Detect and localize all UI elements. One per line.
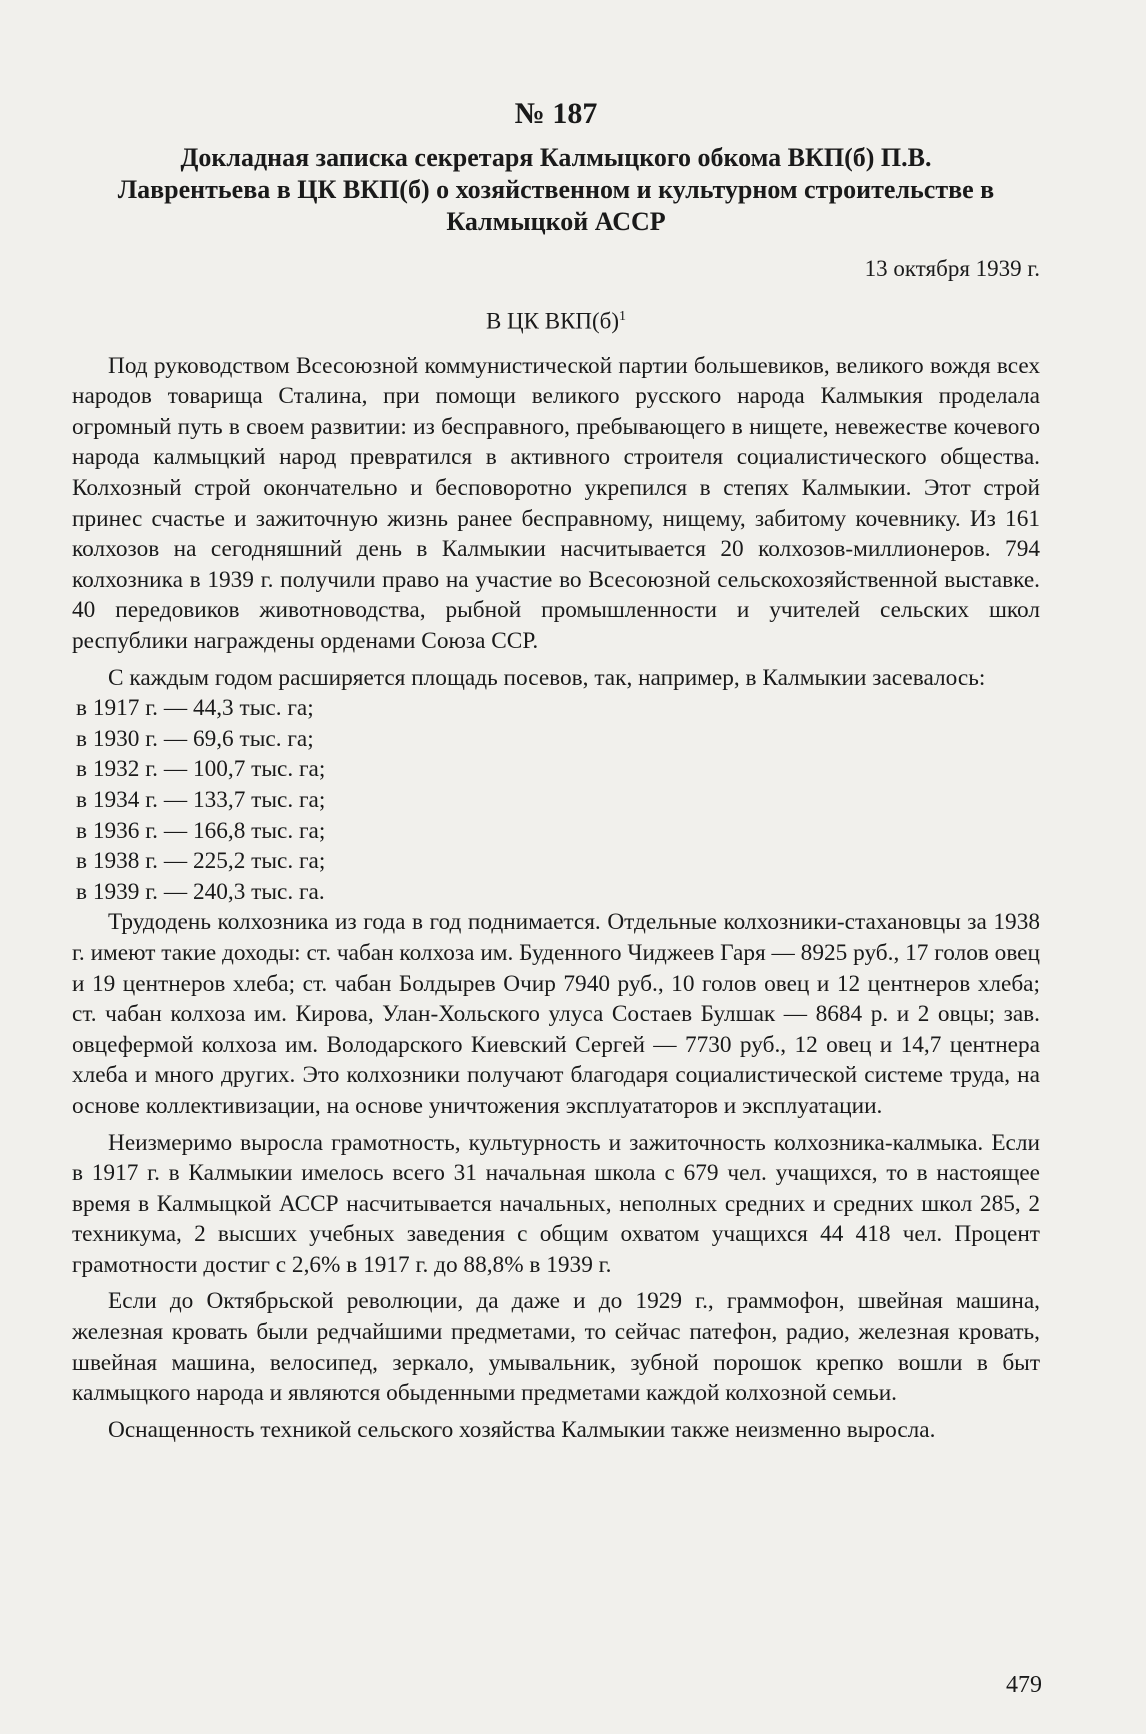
list-item: в 1934 г. — 133,7 тыс. га; [76, 786, 326, 813]
paragraph-4: Неизмеримо выросла грамотность, культурность и зажиточность колхозника-калмыка. Если в 1917 г. в Калмыкии имелось всего 31 начальная школа с 679 чел. учащихся, то в настоящее время в Калмыцкой АССР насчитывается начальных, неполных средних и средних школ 285, 2 техникума, 2 высших учебных заведения с общим охватом учащихся 44 418 чел. Процент грамотности достиг с 2,6% в 1917 г. до 88,8% в 1939 г. [72, 1129, 1040, 1278]
document-page [72, 96, 1040, 1445]
list-item: в 1917 г. — 44,3 тыс. га; [76, 695, 314, 722]
paragraph-5: Если до Октябрьской революции, да даже и до 1929 г., граммофон, швейная машина, железная кровать были редчайшими предметами, то сейчас патефон, радио, железная кровать, швейная машина, велосипед, зеркало, умывальник, зубной порошок крепко вошли в быт калмыцкого народа и являются обыденными предметами каждой колхозной семьи. [72, 1288, 1040, 1407]
list-item: в 1932 г. — 100,7 тыс. га; [76, 756, 326, 783]
footnote-marker: 1 [619, 309, 627, 324]
list-item: в 1938 г. — 225,2 тыс. га; [76, 848, 326, 875]
document-date: 13 октября 1939 г. [864, 256, 1040, 281]
paragraph-2: С каждым годом расширяется площадь посевов, так, например, в Калмыкии засевалось: [108, 664, 986, 691]
document-title: Докладная записка секретаря Калмыцкого обкома ВКП(б) П.В. Лаврентьева в ЦК ВКП(б) о хозяйственном и культурном строительстве в Калмыцкой АССР [117, 143, 995, 236]
list-item: в 1939 г. — 240,3 тыс. га. [76, 878, 325, 905]
paragraph-6: Оснащенность техникой сельского хозяйства Калмыкии также неизменно выросла. [108, 1416, 936, 1443]
list-item: в 1930 г. — 69,6 тыс. га; [76, 725, 314, 752]
addressee-text: В ЦК ВКП(б) [485, 308, 620, 334]
document-number: № 187 [514, 97, 598, 130]
addressee [72, 302, 1040, 337]
paragraph-3: Трудодень колхозника из года в год поднимается. Отдельные колхозники-стахановцы за 1938 г. имеют такие доходы: ст. чабан колхоза им. Буденного Чиджеев Гаря — 8925 руб., 17 голов овец и 19 центнеров хлеба; ст. чабан Болдырев Очир 7940 руб., 10 голов овец и 12 центнеров хлеба; ст. чабан колхоза им. Кирова, Улан-Хольского улуса Состаев Булшак — 8684 р. и 2 овцы; зав. овцефермой колхоза им. Володарского Киевский Сергей — 7730 руб., 12 овец и 14,7 центнера хлеба и много других. Это колхозники получают благодаря социалистической системе труда, на основе коллективизации, на основе уничтожения эксплуататоров и эксплуатации. [72, 909, 1040, 1119]
paragraph-1: Под руководством Всесоюзной коммунистической партии большевиков, великого вождя всех народов товарища Сталина, при помощи великого русского народа Калмыкия проделала огромный путь в своем развитии: из бесправного, пребывающего в нищете, невежестве кочевого народа калмыцкий народ превратился в активного строителя социалистического общества. Колхозный строй окончательно и бесповоротно укрепился в степях Калмыкии. Этот строй принес счастье и зажиточную жизнь ранее бесправному, нищему, забитому кочевнику. Из 161 колхозов на сегодняшний день в Калмыкии насчитывается 20 колхозов-миллионеров. 794 колхозника в 1939 г. получили право на участие во Всесоюзной сельскохозяйственной выставке. 40 передовиков животноводства, рыбной промышленности и учителей сельских школ республики награждены орденами Союза ССР. [72, 352, 1040, 654]
sown-area-list [72, 693, 1040, 907]
list-item: в 1936 г. — 166,8 тыс. га; [76, 817, 326, 844]
page-number: 479 [1006, 1672, 1042, 1698]
